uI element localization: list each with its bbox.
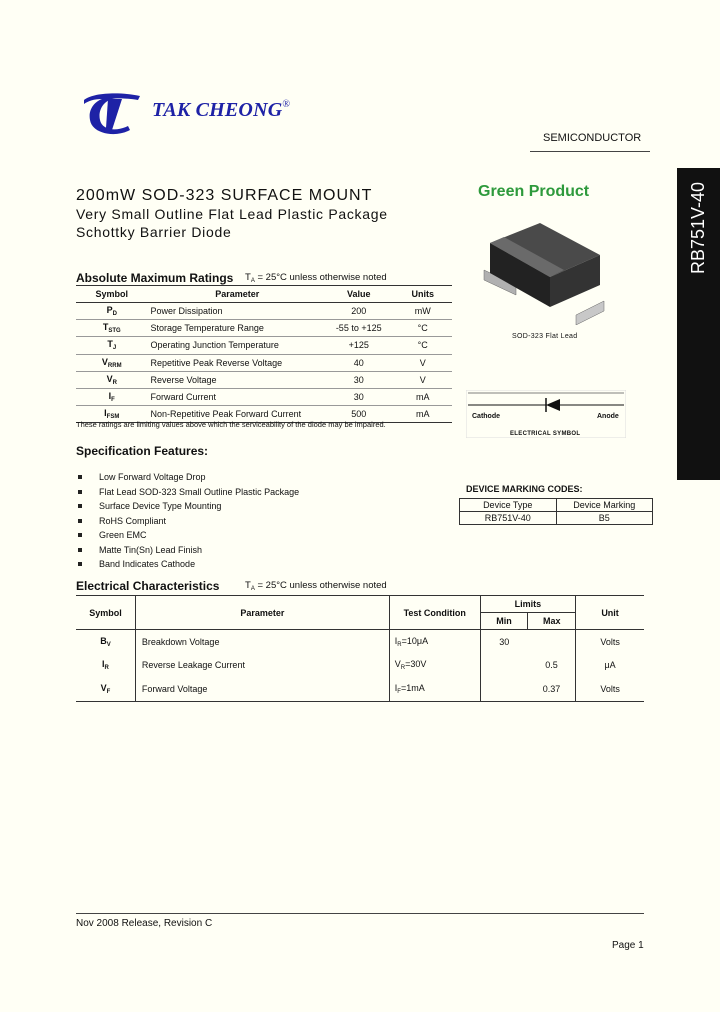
table-row: $I_{FSM}$ Non-Repetitive Peak Forward Current 500 mA bbox=[76, 406, 452, 423]
table-subheader-row: Min Max bbox=[76, 613, 644, 630]
table-row: $T_{STG}$ Storage Temperature Range -55 to +125 °C bbox=[76, 320, 452, 337]
table-row: $V_{RRM}$ Repetitive Peak Reverse Voltage 40 V bbox=[76, 354, 452, 371]
bullet-icon bbox=[78, 548, 82, 552]
part-number-vertical: RB751V-40 bbox=[688, 181, 708, 275]
bullet-icon bbox=[78, 519, 82, 523]
table-row: $T_J$ Operating Junction Temperature +125 °C bbox=[76, 337, 452, 354]
abs-max-footnote: These ratings are limiting values above which the serviceability of the diode may be impaired. bbox=[76, 420, 386, 429]
table-row: $V_R$ Reverse Voltage 30 V bbox=[76, 371, 452, 388]
abs-max-title: Absolute Maximum Ratings bbox=[76, 271, 234, 285]
list-item: Surface Device Type Mounting bbox=[76, 499, 299, 514]
features-title: Specification Features: bbox=[76, 444, 209, 458]
title-line-3: Schottky Barrier Diode bbox=[76, 224, 232, 240]
abs-max-table bbox=[76, 285, 452, 423]
elec-table bbox=[76, 595, 644, 702]
elec-condition: $T_A = 25^\circ C$ unless otherwise noted bbox=[245, 580, 387, 592]
col-parameter: Parameter bbox=[148, 286, 324, 303]
title-line-2: Very Small Outline Flat Lead Plastic Package bbox=[76, 206, 388, 222]
col-symbol: Symbol bbox=[76, 286, 148, 303]
col-value: Value bbox=[324, 286, 393, 303]
table-row: $B_V$ Breakdown Voltage $I_R=10\mu A$ 30 Volts bbox=[76, 630, 644, 654]
table-row: RB751V-40 B5 bbox=[460, 512, 653, 525]
cathode-label: Cathode bbox=[472, 413, 500, 420]
list-item: RoHS Compliant bbox=[76, 514, 299, 529]
footer-divider bbox=[76, 913, 644, 914]
package-caption: SOD-323 Flat Lead bbox=[512, 333, 578, 340]
bullet-icon bbox=[78, 533, 82, 537]
marking-table bbox=[459, 498, 653, 525]
list-item: Matte Tin(Sn) Lead Finish bbox=[76, 543, 299, 558]
header-divider bbox=[530, 151, 650, 152]
sod323-package-icon bbox=[480, 215, 610, 325]
bullet-icon bbox=[78, 562, 82, 566]
marking-title: DEVICE MARKING CODES: bbox=[466, 484, 583, 494]
bullet-icon bbox=[78, 490, 82, 494]
list-item: Green EMC bbox=[76, 528, 299, 543]
table-row: $P_D$ Power Dissipation 200 mW bbox=[76, 303, 452, 320]
table-row: $V_F$ Forward Voltage $I_F=1mA$ 0.37 Volts bbox=[76, 677, 644, 701]
table-header-row: Device Type Device Marking bbox=[460, 499, 653, 512]
page-number: Page 1 bbox=[612, 940, 644, 951]
features-list bbox=[76, 470, 299, 572]
bullet-icon bbox=[78, 504, 82, 508]
table-row: $I_F$ Forward Current 30 mA bbox=[76, 388, 452, 405]
brand-name: TAK CHEONG® bbox=[152, 99, 291, 121]
bullet-icon bbox=[78, 475, 82, 479]
list-item: Band Indicates Cathode bbox=[76, 557, 299, 572]
table-header-row: Symbol Parameter Test Condition Limits Unit bbox=[76, 596, 644, 613]
table-row: $I_R$ Reverse Leakage Current $V_R=30V$ 0.5 μA bbox=[76, 654, 644, 678]
abs-max-condition: $T_A = 25^\circ C$ unless otherwise noted bbox=[245, 272, 387, 284]
anode-label: Anode bbox=[597, 413, 619, 420]
semiconductor-label: SEMICONDUCTOR bbox=[543, 132, 642, 144]
green-product-label: Green Product bbox=[478, 183, 590, 200]
release-info: Nov 2008 Release, Revision C bbox=[76, 918, 213, 929]
list-item: Low Forward Voltage Drop bbox=[76, 470, 299, 485]
col-units: Units bbox=[393, 286, 452, 303]
tak-cheong-logo-icon bbox=[82, 90, 142, 135]
table-header-row bbox=[76, 286, 452, 303]
electrical-symbol-label: ELECTRICAL SYMBOL bbox=[510, 431, 581, 437]
title-line-1: 200mW SOD-323 SURFACE MOUNT bbox=[76, 187, 373, 204]
list-item: Flat Lead SOD-323 Small Outline Plastic Package bbox=[76, 485, 299, 500]
elec-title: Electrical Characteristics bbox=[76, 579, 220, 593]
